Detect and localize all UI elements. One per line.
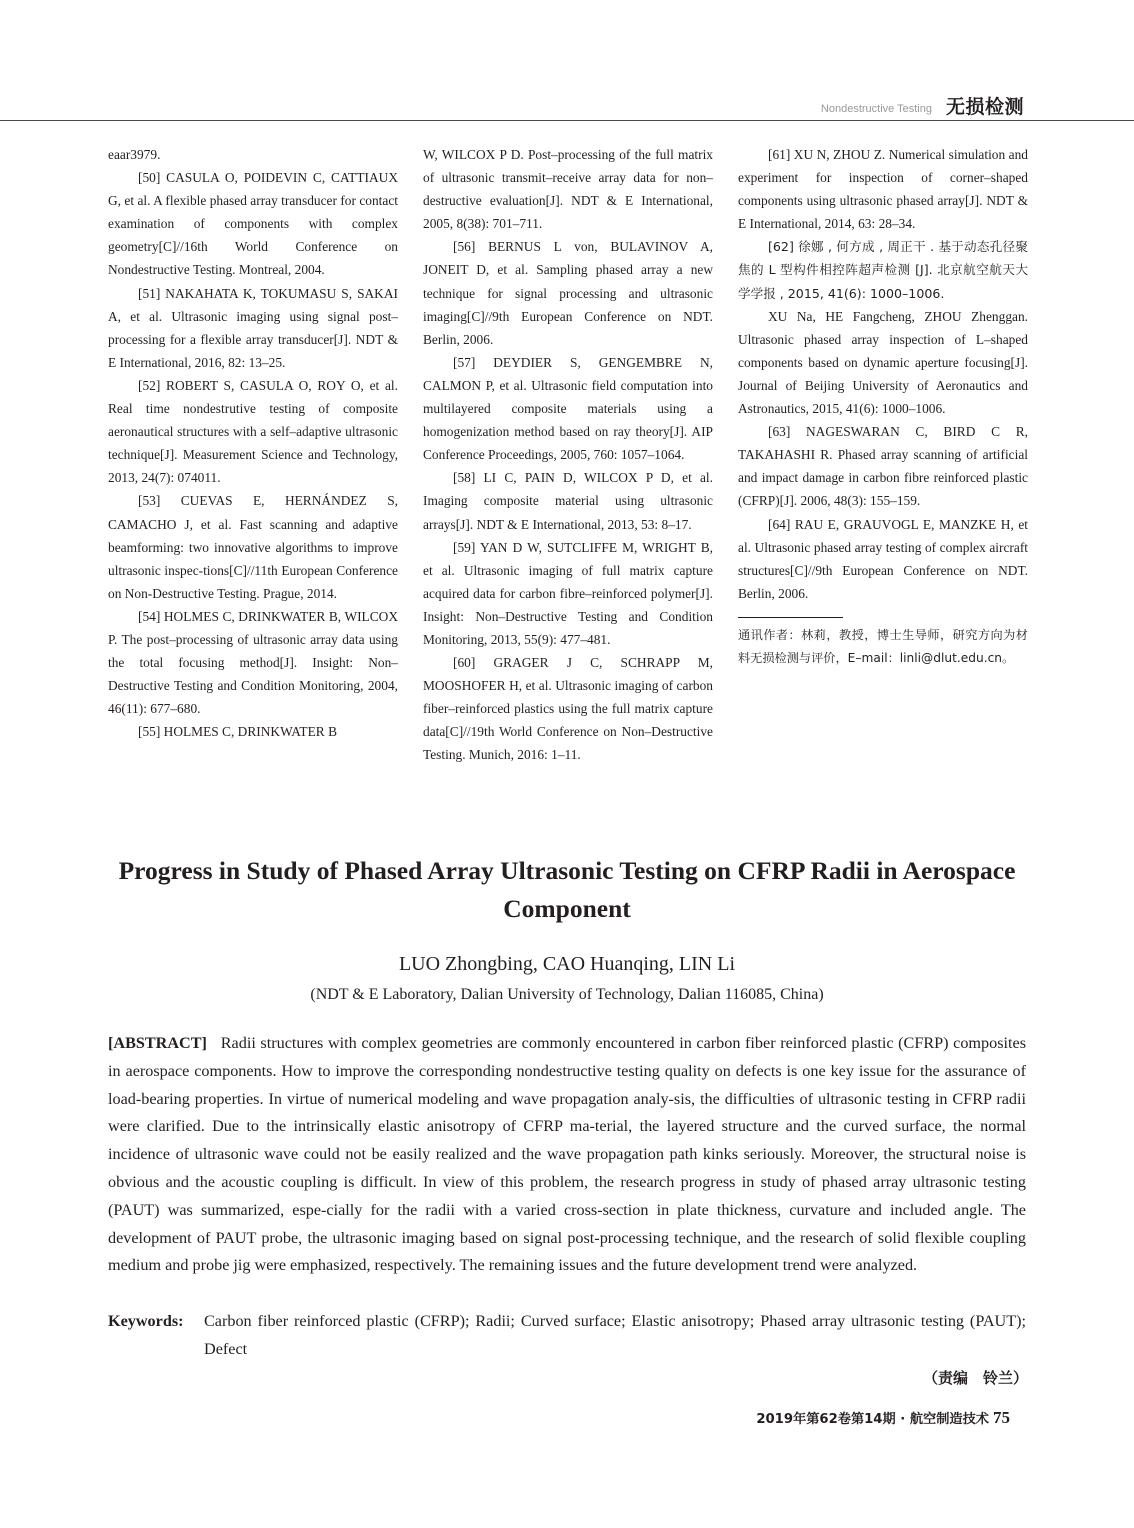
reference-item: [61] XU N, ZHOU Z. Numerical simulation and experiment for inspection of corner–shaped components using ultrasonic phased array[J]. NDT & E International, 2014, 63: 28–34. [738,147,1028,232]
reference-item: [58] LI C, PAIN D, WILCOX P D, et al. Imaging composite material using ultrasonic arrays[J]. NDT & E International, 2013, 53: 8–17. [423,470,713,532]
reference-item: [53] CUEVAS E, HERNÁNDEZ S, CAMACHO J, et al. Fast scanning and adaptive beamforming: two innovative algorithms to improve ultrasonic inspec-tions[C]//11th European Conference on Non-Destructive Testing. Prague, 2014. [108,493,398,601]
reference-column-1 [108,143,398,743]
reference-item: [60] GRAGER J C, SCHRAPP M, MOOSHOFER H, et al. Ultrasonic imaging of carbon fiber–reinforced plastics using the full matrix capture data[C]//19th World Conference on Non–Destructive Testing. Munich, 2016: 1–11. [423,655,713,763]
keywords-text: Carbon fiber reinforced plastic (CFRP); Radii; Curved surface; Elastic anisotropy; Phased array ultrasonic testing (PAUT); Defect [204,1312,1026,1358]
reference-item: [62] 徐娜 , 何方成 , 周正干 . 基于动态孔径聚焦的 L 型构件相控阵超声检测 [J]. 北京航空航天大学学报 , 2015, 41(6): 1000–1006. [738,239,1028,301]
running-header [0,90,1134,121]
abstract-text: Radii structures with complex geometries are commonly encountered in carbon fiber reinforced plastic (CFRP) composites in aerospace components. How to improve the corresponding nondestructive testing quality on defects is one key issue for the assurance of load-bearing properties. In virtue of numerical modeling and wave propagation analy-sis, the difficulties of ultrasonic testing in CFRP radii were clarified. Due to the intrinsically elastic anisotropy of CFRP ma-terial, the layered structure and the curved surface, the normal incidence of ultrasonic wave could not be easily realized and the wave propagation path kinks seriously. Moreover, the structural noise is obvious and the acoustic coupling is difficult. In view of this problem, the research progress in study of phased array ultrasonic testing (PAUT) was summarized, espe-cially for the radii with a varied cross-section in plate thickness, curvature and included angle. The development of PAUT probe, the ultrasonic imaging based on signal post-processing technique, and the research of solid flexible coupling medium and probe jig were emphasized, respectively. The remaining issues and the future development trend were analyzed. [108,1034,1026,1275]
reference-item: [52] ROBERT S, CASULA O, ROY O, et al. Real time nondestrutive testing of composite aeronautical structures with a self–adaptive ultrasonic technique[J]. Measurement Science and Technology, 2013, 24(7): 074011. [108,377,398,486]
issue-info: 2019年第62卷第14期 · 航空制造技术 [756,1412,989,1427]
reference-item: [57] DEYDIER S, GENGEMBRE N, CALMON P, et al. Ultrasonic field computation into multilayered composite materials using a homogenization method based on ray theory[J]. AIP Conference Proceedings, 2005, 760: 1057–1064. [423,354,713,463]
keywords [108,1308,1026,1364]
reference-item: W, WILCOX P D. Post–processing of the full matrix of ultrasonic transmit–receive array data for non–destructive evaluation[J]. NDT & E International, 2005, 8(38): 701–711. [423,147,713,232]
reference-column-3 [738,143,1028,670]
reference-item: [51] NAKAHATA K, TOKUMASU S, SAKAI A, et al. Ultrasonic imaging using signal post–processing for a flexible array transducer[J]. NDT & E International, 2016, 82: 13–25. [108,285,398,370]
reference-item: [54] HOLMES C, DRINKWATER B, WILCOX P. The post–processing of ultrasonic array data using the total focusing method[J]. Insight: Non–Destructive Testing and Condition Monitoring, 2004, 46(11): 677–680. [108,608,398,717]
reference-item: eaar3979. [108,147,161,162]
reference-item: [55] HOLMES C, DRINKWATER B [138,724,337,740]
abstract [108,1030,1026,1280]
reference-item: [63] NAGESWARAN C, BIRD C R, TAKAHASHI R. Phased array scanning of artificial and impact damage in carbon fibre reinforced plastic (CFRP)[J]. 2006, 48(3): 155–159. [738,424,1028,509]
reference-item: [59] YAN D W, SUTCLIFFE M, WRIGHT B, et al. Ultrasonic imaging of full matrix capture acquired data for carbon fibre–reinforced polymer[J]. Insight: Non–Destructive Testing and Condition Monitoring, 2013, 55(9): 477–481. [423,539,713,647]
footnote-divider [738,617,843,618]
article-affiliation: (NDT & E Laboratory, Dalian University of Technology, Dalian 116085, China) [310,986,824,1003]
page-footer [756,1408,1010,1428]
reference-item: [50] CASULA O, POIDEVIN C, CATTIAUX G, et al. A flexible phased array transducer for contact examination of components with complex geometry[C]//16th World Conference on Nondestructive Testing. Montreal, 2004. [108,170,398,278]
article-title: Progress in Study of Phased Array Ultrasonic Testing on CFRP Radii in Aerospace Component [118,856,1016,923]
reference-item: XU Na, HE Fangcheng, ZHOU Zhenggan. Ultrasonic phased array inspection of L–shaped components based on dynamic aperture focusing[J]. Journal of Beijing University of Aeronautics and Astronautics, 2015, 41(6): 1000–1006. [738,308,1028,417]
reference-item: [56] BERNUS L von, BULAVINOV A, JONEIT D, et al. Sampling phased array a new technique for signal processing and ultrasonic imaging[C]//9th European Conference on NDT. Berlin, 2006. [423,239,713,347]
reference-item: [64] RAU E, GRAUVOGL E, MANZKE H, et al. Ultrasonic phased array testing of complex aircraft structures[C]//9th European Conference on NDT. Berlin, 2006. [738,516,1028,601]
journal-name-cn: 无损检测 [945,96,1024,118]
editor-note: （责编 铃兰） [922,1369,1028,1387]
abstract-label: [ABSTRACT] [108,1034,207,1052]
keywords-label: Keywords: [108,1312,184,1330]
page-number: 75 [993,1408,1010,1427]
journal-name-en: Nondestructive Testing [820,103,932,115]
corresponding-author-footnote: 通讯作者：林莉，教授，博士生导师，研究方向为材料无损检测与评价，E–mail：linli@dlut.edu.cn。 [738,627,1028,665]
article-authors: LUO Zhongbing, CAO Huanqing, LIN Li [398,953,736,975]
reference-column-2 [423,143,713,767]
